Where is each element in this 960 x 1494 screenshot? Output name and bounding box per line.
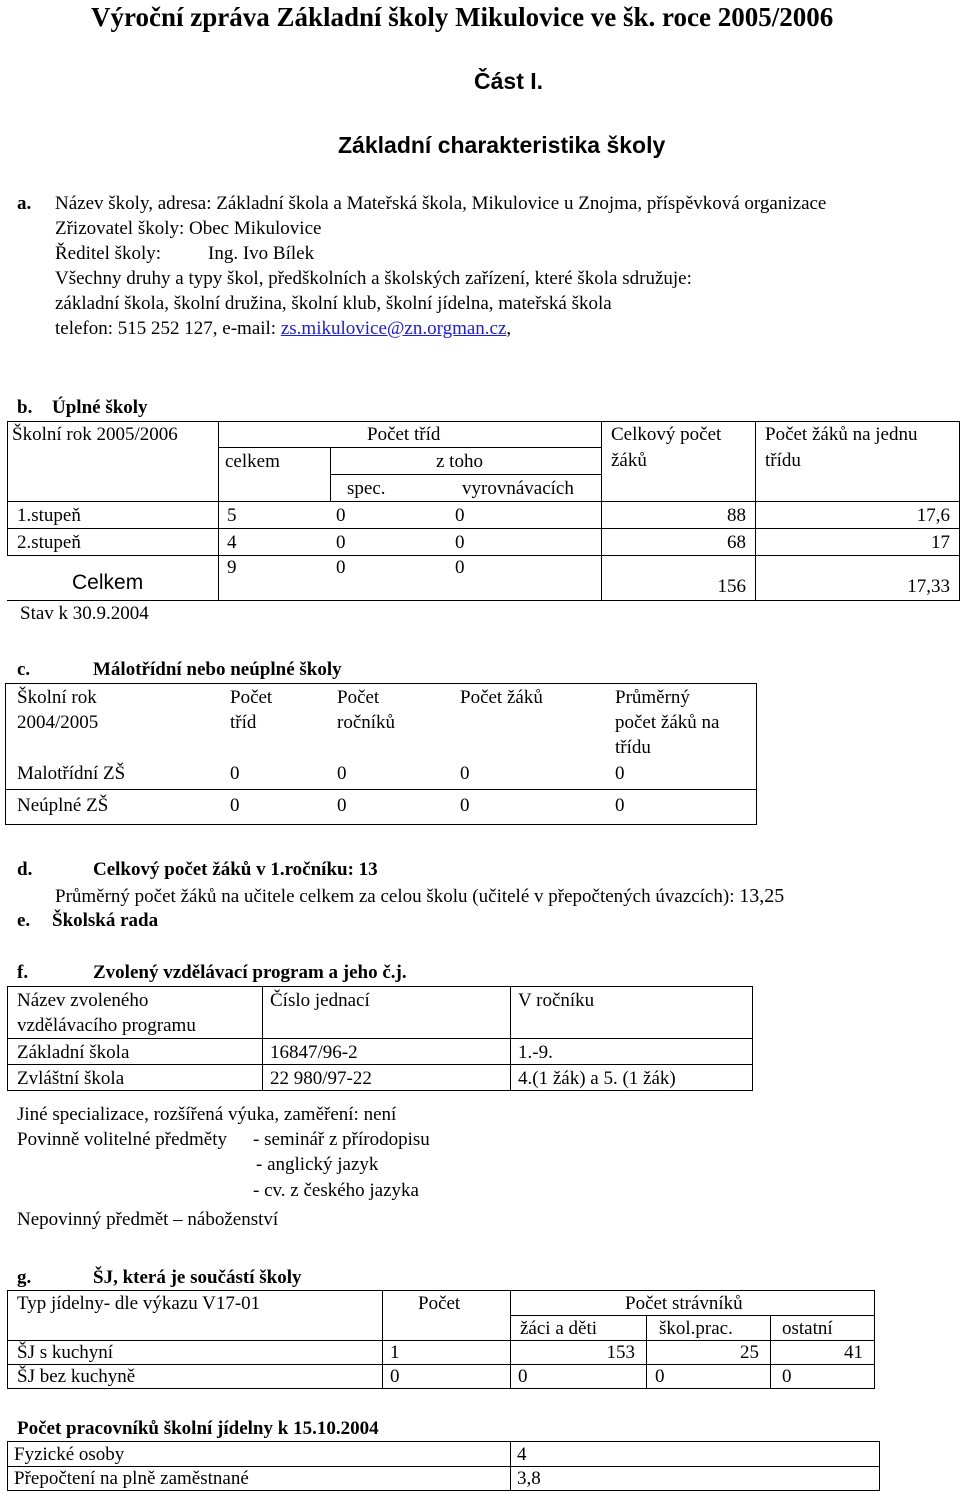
summary-total: 9 (227, 557, 237, 578)
avg-teacher-text: Průměrný počet žáků na učitele celkem za celou školu (učitelé v přepočtených úvazcích): (55, 886, 735, 907)
section-b-title: Úplné školy (52, 397, 148, 418)
cell-program: Základní škola (17, 1042, 130, 1063)
cell-ref: 16847/96-2 (270, 1042, 358, 1063)
cell-remedial: 0 (455, 532, 465, 553)
section-c-title: Málotřídní nebo neúplné školy (93, 659, 342, 680)
header-count: Počet (418, 1293, 461, 1314)
school-types-label: Všechny druhy a typy škol, předškolních a školských zařízení, které škola sdružuje: (55, 268, 692, 289)
cell-avg: 0 (615, 763, 625, 784)
row-label: 2.stupeň (17, 532, 81, 553)
header-avg: Průměrný (615, 687, 690, 708)
header-avg-3: třídu (615, 737, 651, 758)
section-title: Základní charakteristika školy (338, 132, 666, 158)
specialization: Jiné specializace, rozšířená výuka, zaměření: není (17, 1104, 397, 1125)
header-per-class: Počet žáků na jednu (765, 424, 918, 445)
summary-label: Celkem (72, 571, 144, 594)
founder: Zřizovatel školy: Obec Mikulovice (55, 218, 322, 239)
cell-grades: 4.(1 žák) a 5. (1 žák) (518, 1068, 676, 1089)
cell-count: 1 (390, 1342, 400, 1363)
document-title: Výroční zpráva Základní školy Mikulovice ve šk. roce 2005/2006 (91, 2, 834, 32)
cell-kids: 0 (518, 1366, 528, 1387)
section-g-letter: g. (17, 1267, 32, 1288)
section-a-letter: a. (17, 193, 32, 214)
cell-staff: 25 (740, 1342, 759, 1363)
header-pupils-total: Celkový počet (611, 424, 722, 445)
cell-spec: 0 (336, 505, 346, 526)
header-school-year: Školní rok (17, 687, 97, 708)
cell-ref: 22 980/97-22 (270, 1068, 372, 1089)
cell-pupils: 68 (727, 532, 746, 553)
section-f-title: Zvolený vzdělávací program a jeho č.j. (93, 962, 407, 983)
cell-grades: 0 (337, 763, 347, 784)
cell-per-class: 17 (931, 532, 950, 553)
header-grades: Počet (337, 687, 380, 708)
avg-teacher-value: 13,25 (739, 885, 785, 907)
school-types: základní škola, školní družina, školní klub, školní jídelna, mateřská škola (55, 293, 612, 314)
header-per-class-2: třídu (765, 450, 801, 471)
mandatory-label: Povinně volitelné předměty (17, 1129, 228, 1150)
cell-avg: 0 (615, 795, 625, 816)
mandatory-item: - cv. z českého jazyka (253, 1180, 419, 1201)
state-as-of: Stav k 30.9.2004 (20, 603, 149, 624)
header-school-year-2: 2004/2005 (17, 712, 99, 733)
cell-value: 4 (517, 1444, 527, 1465)
cell-other: 41 (844, 1342, 863, 1363)
cell-classes: 0 (230, 795, 240, 816)
summary-per-class: 17,33 (907, 576, 950, 597)
contact-prefix: telefon: 515 252 127, e-mail: (55, 318, 281, 339)
header-staff: škol.prac. (659, 1318, 733, 1339)
cell-grades: 1.-9. (518, 1042, 553, 1063)
school-name-address: Název školy, adresa: Základní škola a Mateřská škola, Mikulovice u Znojma, příspěvková organizace (55, 193, 827, 214)
header-ref-number: Číslo jednací (270, 990, 370, 1011)
cell-count: 0 (390, 1366, 400, 1387)
mandatory-item: - seminář z přírodopisu (253, 1129, 430, 1150)
mandatory-item: - anglický jazyk (256, 1154, 379, 1175)
cell-program: Zvláštní škola (17, 1068, 125, 1089)
cell-pupils: 88 (727, 505, 746, 526)
avg-pupils-per-teacher (55, 886, 784, 906)
director-name: Ing. Ivo Bílek (208, 243, 315, 264)
summary-pupils: 156 (717, 576, 746, 597)
section-f-letter: f. (17, 962, 29, 983)
header-school-year: Školní rok 2005/2006 (12, 424, 178, 445)
cell-type: ŠJ bez kuchyně (17, 1366, 136, 1387)
cell-type: ŠJ s kuchyní (17, 1342, 114, 1363)
header-spec: spec. (347, 478, 386, 499)
header-of-which: z toho (436, 451, 483, 472)
row-label: 1.stupeň (17, 505, 81, 526)
cell-pupils: 0 (460, 763, 470, 784)
canteen-staff-title: Počet pracovníků školní jídelny k 15.10.2004 (17, 1418, 379, 1439)
email-link[interactable]: zs.mikulovice@zn.orgman.cz (280, 318, 507, 339)
director-label: Ředitel školy: (55, 243, 162, 264)
header-class-count: Počet tříd (367, 424, 441, 445)
cell-per-class: 17,6 (916, 505, 950, 526)
header-remedial: vyrovnávacích (462, 478, 574, 499)
cell-spec: 0 (336, 532, 346, 553)
header-pupils-total-2: žáků (611, 450, 647, 471)
part-heading: Část I. (474, 68, 544, 94)
header-kids: žáci a děti (520, 1318, 598, 1339)
header-program: Název zvoleného (17, 990, 149, 1011)
section-e-letter: e. (17, 910, 31, 931)
section-g-title: ŠJ, která je součástí školy (93, 1267, 302, 1288)
cell-kids: 153 (606, 1342, 635, 1363)
cell-other: 0 (782, 1366, 792, 1387)
section-e-title: Školská rada (52, 910, 159, 931)
header-total: celkem (225, 451, 280, 472)
cell-classes: 0 (230, 763, 240, 784)
cell-grades: 0 (337, 795, 347, 816)
header-classes-2: tříd (230, 712, 257, 733)
cell-value: 3,8 (517, 1468, 541, 1489)
header-other: ostatní (782, 1318, 833, 1339)
cell-label: Fyzické osoby (14, 1444, 125, 1465)
cell-staff: 0 (655, 1366, 665, 1387)
header-pupils: Počet žáků (460, 687, 543, 708)
cell-label: Přepočtení na plně zaměstnané (14, 1468, 249, 1489)
header-program-2: vzdělávacího programu (17, 1015, 196, 1036)
header-diners: Počet strávníků (625, 1293, 743, 1314)
header-grades: V ročníku (518, 990, 595, 1011)
contact-line (55, 319, 511, 338)
section-d-title: Celkový počet žáků v 1.ročníku: 13 (93, 859, 378, 880)
header-avg-2: počet žáků na (615, 712, 720, 733)
section-b-letter: b. (17, 397, 33, 418)
cell-total: 5 (227, 505, 237, 526)
summary-spec: 0 (336, 557, 346, 578)
row-label: Malotřídní ZŠ (17, 763, 126, 784)
header-classes: Počet (230, 687, 273, 708)
header-canteen-type: Typ jídelny- dle výkazu V17-01 (17, 1293, 261, 1314)
section-d-letter: d. (17, 859, 33, 880)
cell-remedial: 0 (455, 505, 465, 526)
contact-suffix: , (506, 318, 512, 339)
cell-total: 4 (227, 532, 237, 553)
summary-remedial: 0 (455, 557, 465, 578)
header-grades-2: ročníků (337, 712, 396, 733)
row-label: Neúplné ZŠ (17, 795, 109, 816)
optional-subject: Nepovinný předmět – náboženství (17, 1209, 279, 1230)
cell-pupils: 0 (460, 795, 470, 816)
section-c-letter: c. (17, 659, 31, 680)
